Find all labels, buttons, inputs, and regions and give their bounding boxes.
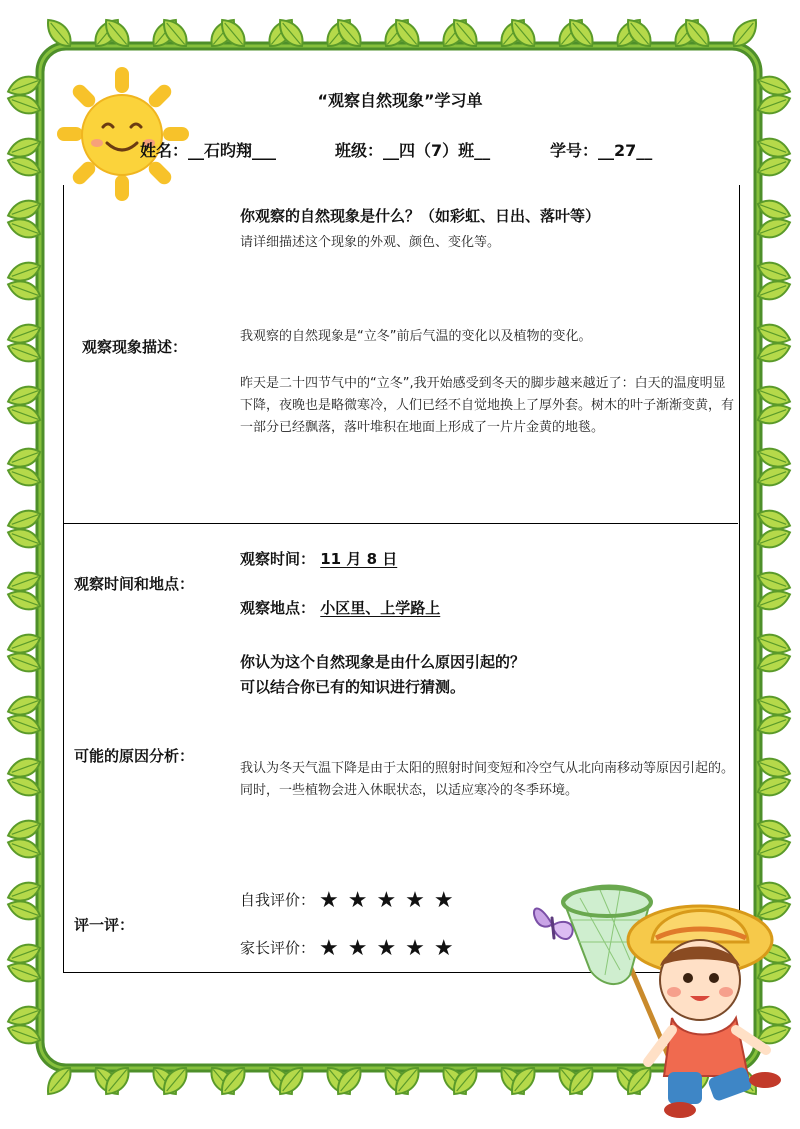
self-rating-stars: ★★★★★ [319,888,463,913]
cause-question-1: 你认为这个自然现象是由什么原因引起的？ [240,653,526,671]
sun-illustration [55,65,195,205]
name-value: __石昀翔___ [188,141,277,160]
student-id-value: __27__ [598,141,653,160]
time-value: 11 月 8 日 [320,550,398,568]
parent-evaluation [240,936,463,961]
name-label: 姓名： [140,141,189,160]
description-question: 你观察的自然现象是什么？（如彩虹、日出、落叶等） [240,207,601,225]
parent-rating-stars: ★★★★★ [319,936,463,961]
worksheet-title: “观察自然现象”学习单 [317,91,483,110]
time-label: 观察时间： [240,550,316,568]
student-id-field [550,138,652,161]
class-label: 班级： [335,141,384,160]
place-value: 小区里、上学路上 [320,599,441,617]
observation-place [240,597,440,618]
self-evaluation-label: 自我评价： [240,891,316,909]
description-answer-1: 我观察的自然现象是“立冬”前后气温的变化以及植物的变化。 [240,329,592,344]
description-hint: 请详细描述这个现象的外观、颜色、变化等。 [240,235,501,250]
self-evaluation [240,888,463,913]
class-value: __四（7）班__ [383,141,491,160]
class-field [335,138,490,161]
description-answer-2: 昨天是二十四节气中的“立冬”,我开始感受到冬天的脚步越来越近了：白天的温度明显下降，夜晚也是略微寒冷，人们已经不自觉地换上了厚外套。树木的叶子渐渐变黄，有一部分已经飘落，落叶堆积在地面上形成了一片片金黄的地毯。 [240,376,735,435]
table-divider [63,523,738,524]
cause-analysis-label: 可能的原因分析： [74,747,195,765]
cause-question-2: 可以结合你已有的知识进行猜测。 [240,678,466,696]
name-field [140,138,276,161]
observation-time [240,548,397,569]
student-id-label: 学号： [550,141,599,160]
description-label: 观察现象描述： [82,338,188,356]
cause-answer: 我认为冬天气温下降是由于太阳的照射时间变短和冷空气从北向南移动等原因引起的。同时，一些植物会进入休眠状态，以适应寒冷的冬季环境。 [240,761,735,798]
parent-evaluation-label: 家长评价： [240,939,316,957]
net-boy-illustration [560,880,790,1120]
place-label: 观察地点： [240,599,316,617]
time-place-label: 观察时间和地点： [74,575,195,593]
evaluation-label: 评一评： [74,916,135,934]
